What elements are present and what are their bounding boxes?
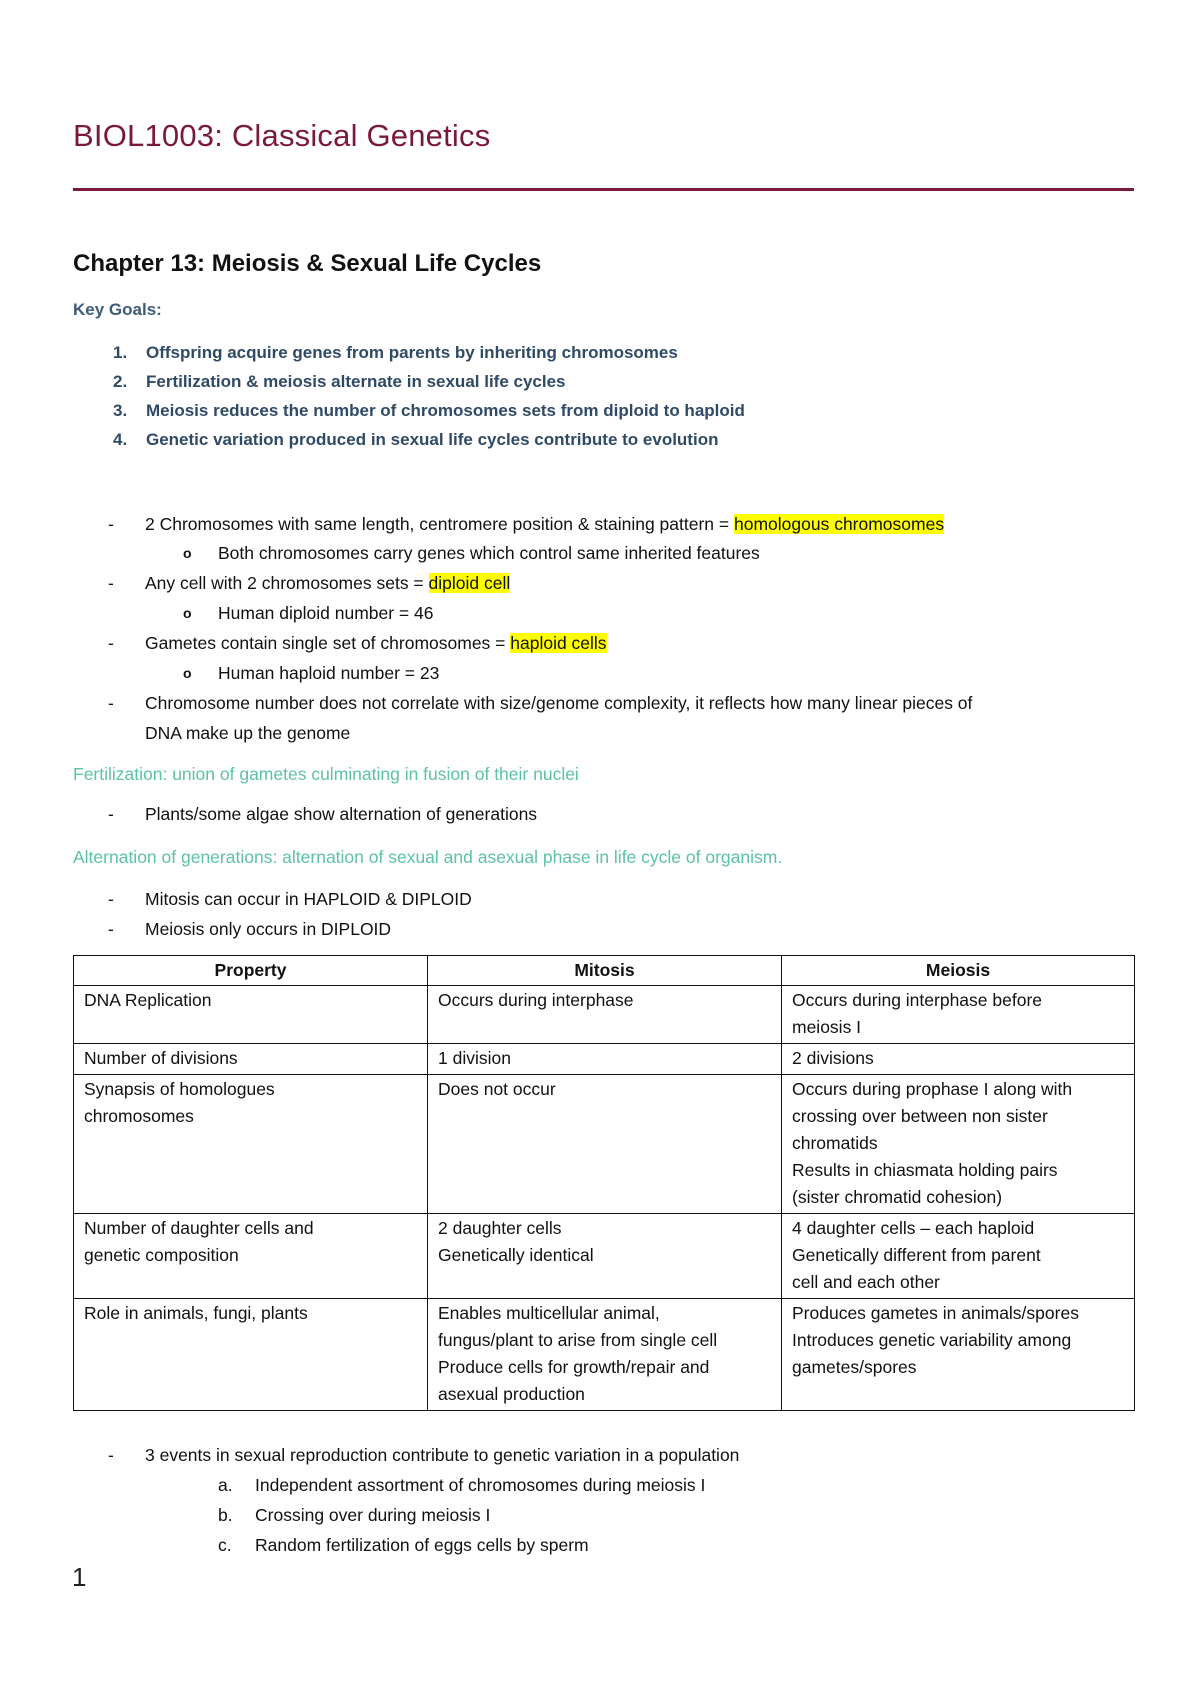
table-cell-meiosis: Produces gametes in animals/spores Introduces genetic variability among gametes/spores: [782, 1299, 1135, 1411]
bullet-text: 2 Chromosomes with same length, centromere position & staining pattern =: [145, 514, 734, 534]
table-cell-property: Role in animals, fungi, plants: [74, 1299, 428, 1411]
list-text: Independent assortment of chromosomes during meiosis I: [255, 1475, 706, 1495]
dash-marker: -: [108, 633, 114, 653]
bullet-text: Plants/some algae show alternation of generations: [145, 804, 538, 824]
table-cell-meiosis: Occurs during interphase before meiosis I: [782, 986, 1135, 1044]
dash-marker: -: [108, 889, 114, 909]
table-cell-mitosis: Enables multicellular animal, fungus/plant to arise from single cell Produce cells for growth/repair and asexual production: [428, 1299, 782, 1411]
table-cell-mitosis: Does not occur: [428, 1075, 782, 1214]
bullet-text: DNA make up the genome: [145, 723, 351, 743]
sub-bullet-marker: o: [183, 545, 192, 561]
table-row: [74, 986, 1135, 1044]
table-row: [74, 1214, 1135, 1299]
dash-marker: -: [108, 1445, 114, 1465]
key-goals-label: Key Goals:: [73, 300, 162, 319]
fertilization-definition: Fertilization: union of gametes culminating in fusion of their nuclei: [73, 764, 579, 784]
document-title: BIOL1003: Classical Genetics: [73, 118, 491, 153]
highlight-term: homologous chromosomes: [733, 514, 945, 534]
document-page: BIOL1003: Classical Genetics Chapter 13: Meiosis & Sexual Life Cycles Key Goals: 1. Offspring acquire genes from parents by inheriting chromosomes 2. Fertilization & meiosis alternate in sexual life cycles 3. Meiosis reduces the number of chromosomes sets from diploid to haploid 4. Genetic variation produced in sexual life cycles contribute to evolution - 2 Chromosomes with same length, centromere position & staining pattern = homologous chromosomes o Both chromosomes carry genes which control same inherited features - Any cell with 2 chromosomes sets = diploid cell o Human diploid number = 46 - Gametes contain single set of chromosomes = haploid cells o Human haploid number = 23 - Chromosome number does not correlate with size/genome complexity, it reflects how many linear pieces of DNA make up the genome Fertilization: union of gametes culminating in fusion of their nuclei - Plants/some algae show alternation of generations Alternation of generations: alternation of sexual and asexual phase in life cycle of organism. - Mitosis can occur in HAPLOID & DIPLOID - Meiosis only occurs in DIPLOID Property Mitosis Meiosis DNA Replication Occurs during interphase Occurs during interphase before meiosis I Number of divisions 1 division 2 divisions Synapsis of homologues chromosomes Does not occur Occurs during prophase I along with crossing over between non sister chromatids Results in chiasmata holding pairs (sister chromatid cohesion) Number of daughter cells and genetic composition 2 daughter cells Genetically identical 4 daughter cells – each haploid Genetically different from parent cell and each other Role in animals, fungi, plants Enables multicellular animal, fungus/plant to arise from single cell Produce cells for growth/repair and asexual production Produces gametes in animals/spores Introduces genetic variability among gametes/spores - 3 events in sexual reproduction contribute to genetic variation in a population a. Independent assortment of chromosomes during meiosis I b. Crossing over during meiosis I c. Random fertilization of eggs cells by sperm 1: [0, 0, 1200, 1698]
bullet-text: Chromosome number does not correlate with size/genome complexity, it reflects how many linear pieces of: [145, 693, 973, 713]
list-text: Random fertilization of eggs cells by sperm: [255, 1535, 589, 1555]
table-row: [74, 1299, 1135, 1411]
table-cell-property: Synapsis of homologues chromosomes: [74, 1075, 428, 1214]
table-header-cell: Meiosis: [782, 956, 1135, 986]
bullet-text: Gametes contain single set of chromosomes =: [145, 633, 511, 653]
bullet-text: 3 events in sexual reproduction contribute to genetic variation in a population: [145, 1445, 740, 1465]
table-cell-mitosis: 2 daughter cells Genetically identical: [428, 1214, 782, 1299]
list-letter: c.: [218, 1535, 232, 1555]
table-cell-meiosis: 2 divisions: [782, 1044, 1135, 1075]
chapter-heading: Chapter 13: Meiosis & Sexual Life Cycles: [73, 250, 542, 277]
dash-marker: -: [108, 919, 114, 939]
sub-bullet-text: Human haploid number = 23: [218, 663, 440, 683]
bullet-text: Meiosis only occurs in DIPLOID: [145, 919, 392, 939]
table-cell-property: Number of daughter cells and genetic composition: [74, 1214, 428, 1299]
table-header-cell: Mitosis: [428, 956, 782, 986]
sub-bullet-text: Both chromosomes carry genes which control same inherited features: [218, 543, 760, 563]
table-header-row: [74, 956, 1135, 986]
highlight-term: diploid cell: [428, 573, 511, 593]
bullet-text: Mitosis can occur in HAPLOID & DIPLOID: [145, 889, 472, 909]
sub-bullet-marker: o: [183, 665, 192, 681]
table-cell-meiosis: Occurs during prophase I along with crossing over between non sister chromatids Results in chiasmata holding pairs (sister chromatid cohesion): [782, 1075, 1135, 1214]
list-letter: a.: [218, 1475, 233, 1495]
sub-bullet-marker: o: [183, 605, 192, 621]
title-underline: [73, 188, 1134, 191]
table-row: [74, 1075, 1135, 1214]
table-cell-property: DNA Replication: [74, 986, 428, 1044]
table-cell-property: Number of divisions: [74, 1044, 428, 1075]
sub-bullet-text: Human diploid number = 46: [218, 603, 434, 623]
list-letter: b.: [218, 1505, 233, 1525]
mitosis-meiosis-table: [73, 955, 1135, 1411]
dash-marker: -: [108, 514, 114, 534]
dash-marker: -: [108, 573, 114, 593]
dash-marker: -: [108, 693, 114, 713]
highlight-term: haploid cells: [510, 633, 607, 653]
table-row: [74, 1044, 1135, 1075]
alternation-definition: Alternation of generations: alternation of sexual and asexual phase in life cycle of organism.: [73, 847, 783, 867]
table-cell-meiosis: 4 daughter cells – each haploid Genetically different from parent cell and each other: [782, 1214, 1135, 1299]
table-cell-mitosis: Occurs during interphase: [428, 986, 782, 1044]
list-text: Crossing over during meiosis I: [255, 1505, 491, 1525]
page-number: 1: [72, 1562, 87, 1592]
table-cell-mitosis: 1 division: [428, 1044, 782, 1075]
dash-marker: -: [108, 804, 114, 824]
table-header-cell: Property: [74, 956, 428, 986]
bullet-text: Any cell with 2 chromosomes sets =: [145, 573, 429, 593]
